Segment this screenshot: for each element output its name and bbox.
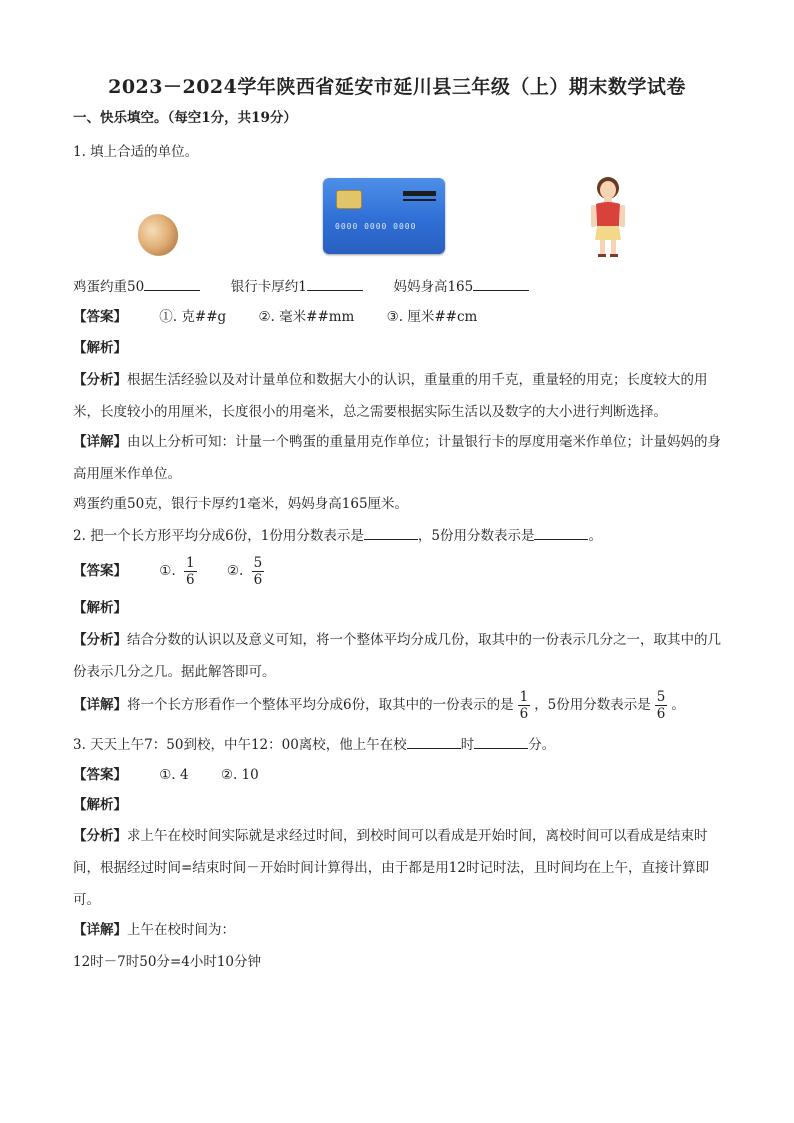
q3-detail	[73, 920, 235, 940]
q3-stem-a: 3. 天天上午7：50到校，中午12：00离校，他上午在校	[73, 737, 407, 753]
q3-answer-2: ②. 10	[220, 767, 259, 783]
q2-detail-a: 将一个长方形看作一个整体平均分成6份，取其中的一份表示的是	[127, 697, 514, 713]
bank-card-image	[323, 178, 445, 254]
q3-answer-1: ①. 4	[159, 767, 189, 783]
q3-stem	[73, 734, 555, 755]
q1-answer-3: ③. 厘米##cm	[386, 309, 478, 325]
card-stripe-short	[403, 199, 436, 201]
q2-stem-c: 。	[588, 528, 602, 544]
analysis-tag: 【分析】	[73, 372, 127, 388]
q1-detail	[73, 426, 723, 490]
q1-jiexi-tag: 【解析】	[73, 340, 127, 356]
q3-calculation: 12时－7时50分=4小时10分钟	[73, 954, 262, 970]
q2-answer-1-fraction	[184, 555, 197, 588]
q1-analysis	[73, 364, 723, 428]
q3-answer	[73, 765, 259, 785]
q3-blank-2[interactable]	[474, 734, 528, 749]
answer-tag: 【答案】	[73, 309, 127, 325]
q1-conclusion: 鸡蛋约重50克，银行卡厚约1毫米，妈妈身高165厘米。	[73, 496, 409, 512]
q2-analysis	[73, 624, 723, 688]
fraction-denominator: 6	[656, 706, 666, 722]
detail-tag: 【详解】	[73, 434, 127, 450]
q1-answer	[73, 307, 477, 327]
q1-stem: 1. 填上合适的单位。	[73, 144, 199, 160]
q2-detail-fraction-1	[518, 689, 531, 722]
q2-blank-1[interactable]	[364, 525, 418, 540]
q3-analysis	[73, 820, 723, 916]
egg-image	[135, 212, 181, 258]
fraction-numerator: 5	[656, 689, 666, 705]
q1-labels	[73, 276, 529, 297]
fraction-numerator: 1	[519, 689, 529, 705]
card-label: 银行卡厚约1	[230, 279, 307, 295]
q3-jiexi-tag: 【解析】	[73, 797, 127, 813]
fraction-denominator: 6	[519, 706, 529, 722]
exam-title: 2023－2024学年陕西省延安市延川县三年级（上）期末数学试卷	[108, 76, 686, 98]
detail-tag: 【详解】	[73, 697, 127, 713]
card-chip-icon	[336, 190, 362, 209]
egg-blank[interactable]	[144, 276, 200, 291]
q2-analysis-text: 结合分数的认识以及意义可知，将一个整体平均分成几份，取其中的一份表示几分之一，取其中的几份表示几分之几。据此解答即可。	[73, 632, 721, 680]
q2-blank-2[interactable]	[534, 525, 588, 540]
fraction-denominator: 6	[253, 572, 263, 588]
answer-tag: 【答案】	[73, 767, 127, 783]
q1-detail-text: 由以上分析可知：计量一个鸭蛋的重量用克作单位；计量银行卡的厚度用毫米作单位；计量妈妈的身高用厘米作单位。	[73, 434, 721, 482]
card-number: 0000 0000 0000	[335, 222, 417, 231]
section-heading: 一、快乐填空。（每空1分，共19分）	[73, 110, 297, 126]
card-stripe	[403, 191, 436, 196]
q3-detail-text: 上午在校时间为：	[127, 922, 235, 938]
mom-blank[interactable]	[473, 276, 529, 291]
fraction-denominator: 6	[186, 572, 195, 588]
q2-detail-b: ，5份用分数表示是	[534, 697, 651, 713]
analysis-tag: 【分析】	[73, 828, 127, 844]
q2-answer-2-fraction	[252, 555, 265, 588]
q1-answer-1: ①. 克##g	[159, 309, 227, 325]
q2-jiexi-tag: 【解析】	[73, 600, 127, 616]
q2-answer-2-label: ②.	[226, 563, 244, 579]
q2-detail-c: 。	[671, 697, 685, 713]
q1-answer-2: ②. 毫米##mm	[258, 309, 355, 325]
q2-stem	[73, 525, 602, 546]
q2-stem-b: ，5份用分数表示是	[417, 528, 535, 544]
answer-tag: 【答案】	[73, 563, 127, 579]
q3-analysis-text: 求上午在校时间实际就是求经过时间，到校时间可以看成是开始时间，离校时间可以看成是结束时间，根据经过时间=结束时间－开始时间计算得出，由于都是用12时记时法，且时间均在上午，直接计算即可。	[73, 828, 709, 908]
card-blank[interactable]	[307, 276, 363, 291]
fraction-numerator: 5	[253, 555, 263, 571]
q3-stem-c: 分。	[528, 737, 556, 753]
q2-detail	[73, 688, 685, 722]
q2-answer	[73, 554, 268, 588]
q1-analysis-text: 根据生活经验以及对计量单位和数据大小的认识，重量重的用千克，重量轻的用克；长度较大的用米，长度较小的用厘米，长度很小的用毫米，总之需要根据实际生活以及数字的大小进行判断选择。	[73, 372, 708, 420]
q3-stem-b: 时	[460, 737, 475, 753]
q2-stem-a: 2. 把一个长方形平均分成6份，1份用分数表示是	[73, 528, 364, 544]
q3-blank-1[interactable]	[407, 734, 461, 749]
q2-answer-1-label: ①.	[159, 563, 176, 579]
mom-label: 妈妈身高165	[393, 279, 474, 295]
q2-detail-fraction-2	[655, 689, 668, 722]
mother-image	[586, 176, 630, 260]
analysis-tag: 【分析】	[73, 632, 127, 648]
egg-label: 鸡蛋约重50	[73, 279, 145, 295]
fraction-numerator: 1	[186, 555, 195, 571]
detail-tag: 【详解】	[73, 922, 127, 938]
